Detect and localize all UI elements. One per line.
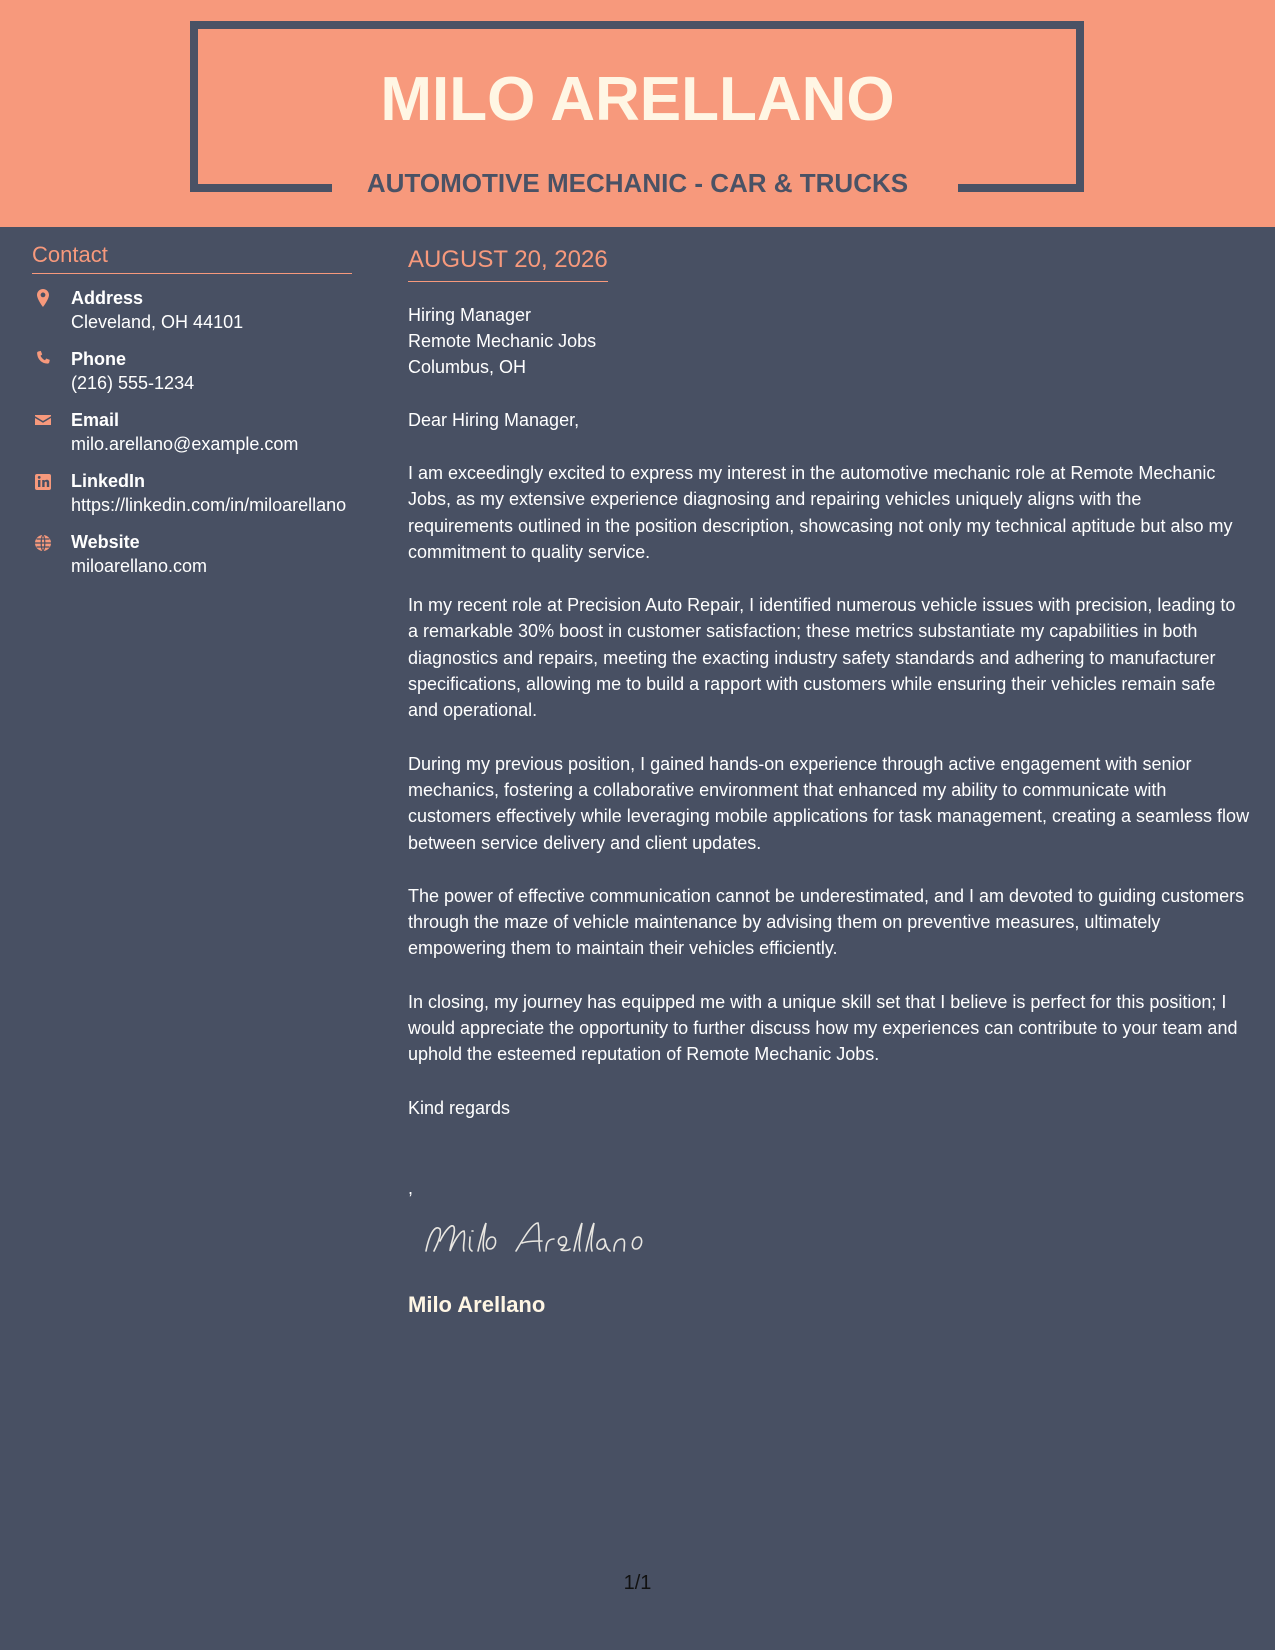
salutation: Dear Hiring Manager, — [408, 410, 580, 430]
candidate-name: MILO ARELLANO — [380, 65, 895, 134]
recipient-company: Remote Mechanic Jobs — [408, 331, 597, 351]
signature-name: Milo Arellano — [408, 1291, 546, 1317]
contact-value-address: Cleveland, OH 44101 — [71, 312, 244, 332]
handwritten-signature — [418, 1211, 658, 1271]
closing: Kind regards — [408, 1097, 511, 1118]
contact-value-email[interactable]: milo.arellano@example.com — [71, 434, 299, 454]
letter-date: AUGUST 20, 2026 — [408, 245, 608, 282]
globe-icon — [34, 532, 52, 552]
map-pin-icon — [34, 288, 52, 308]
contact-item-phone — [32, 347, 352, 395]
header-banner — [0, 0, 1275, 227]
envelope-icon — [34, 410, 52, 430]
job-title: AUTOMOTIVE MECHANIC - CAR & TRUCKS — [366, 168, 909, 198]
paragraph-2: In my recent role at Precision Auto Repair, I identified numerous vehicle issues with precision, leading to a remarkable 30% boost in customer satisfaction; these metrics substantiate my capabilities in both diagnostics and repairs, meeting the exacting industry safety standards and adhering to manufacturer specifications, allowing me to build a rapport with customers while ensuring their vehicles remain safe and operational. — [408, 595, 1236, 721]
page-number: 1/1 — [623, 1572, 652, 1594]
letter-body — [408, 245, 1250, 1320]
paragraph-5: In closing, my journey has equipped me with a unique skill set that I believe is perfect for this position; I would appreciate the opportunity to further discuss how my experiences can contribute to your team and uphold the esteemed reputation of Remote Mechanic Jobs. — [408, 991, 1238, 1065]
contact-label-address: Address — [71, 288, 144, 308]
contact-label-email: Email — [71, 410, 120, 430]
contact-item-website — [32, 530, 352, 578]
contact-label-website: Website — [71, 532, 140, 552]
contact-value-website[interactable]: miloarellano.com — [71, 556, 208, 576]
phone-icon — [34, 349, 52, 369]
contact-value-phone: (216) 555-1234 — [71, 373, 195, 393]
recipient-title: Hiring Manager — [408, 305, 532, 325]
recipient-location: Columbus, OH — [408, 357, 527, 377]
contact-item-email — [32, 408, 352, 456]
closing-comma: , — [408, 1177, 414, 1198]
contact-item-address — [32, 286, 352, 334]
contact-item-linkedin — [32, 469, 352, 517]
contact-label-phone: Phone — [71, 349, 127, 369]
linkedin-icon — [34, 471, 52, 491]
contact-label-linkedin: LinkedIn — [71, 471, 146, 491]
contact-sidebar — [32, 240, 352, 591]
contact-list — [32, 286, 352, 578]
paragraph-1: I am exceedingly excited to express my interest in the automotive mechanic role at Remote Mechanic Jobs, as my extensive experience diagnosing and repairing vehicles uniquely aligns with the requirements outlined in the position description, showcasing not only my technical aptitude but also my commitment to quality service. — [408, 463, 1233, 562]
paragraph-4: The power of effective communication cannot be underestimated, and I am devoted to guiding customers through the maze of vehicle maintenance by advising them on preventive measures, ultimately empowering them to maintain their vehicles efficiently. — [408, 885, 1245, 959]
paragraph-3: During my previous position, I gained hands-on experience through active engagement with senior mechanics, fostering a collaborative environment that enhanced my ability to communicate with customers effectively while leveraging mobile applications for task management, creating a seamless flow between service delivery and client updates. — [408, 753, 1250, 853]
contact-heading: Contact — [32, 240, 352, 274]
contact-value-linkedin[interactable]: https://linkedin.com/in/miloarellano — [71, 495, 347, 515]
recipient-block — [408, 302, 1250, 380]
